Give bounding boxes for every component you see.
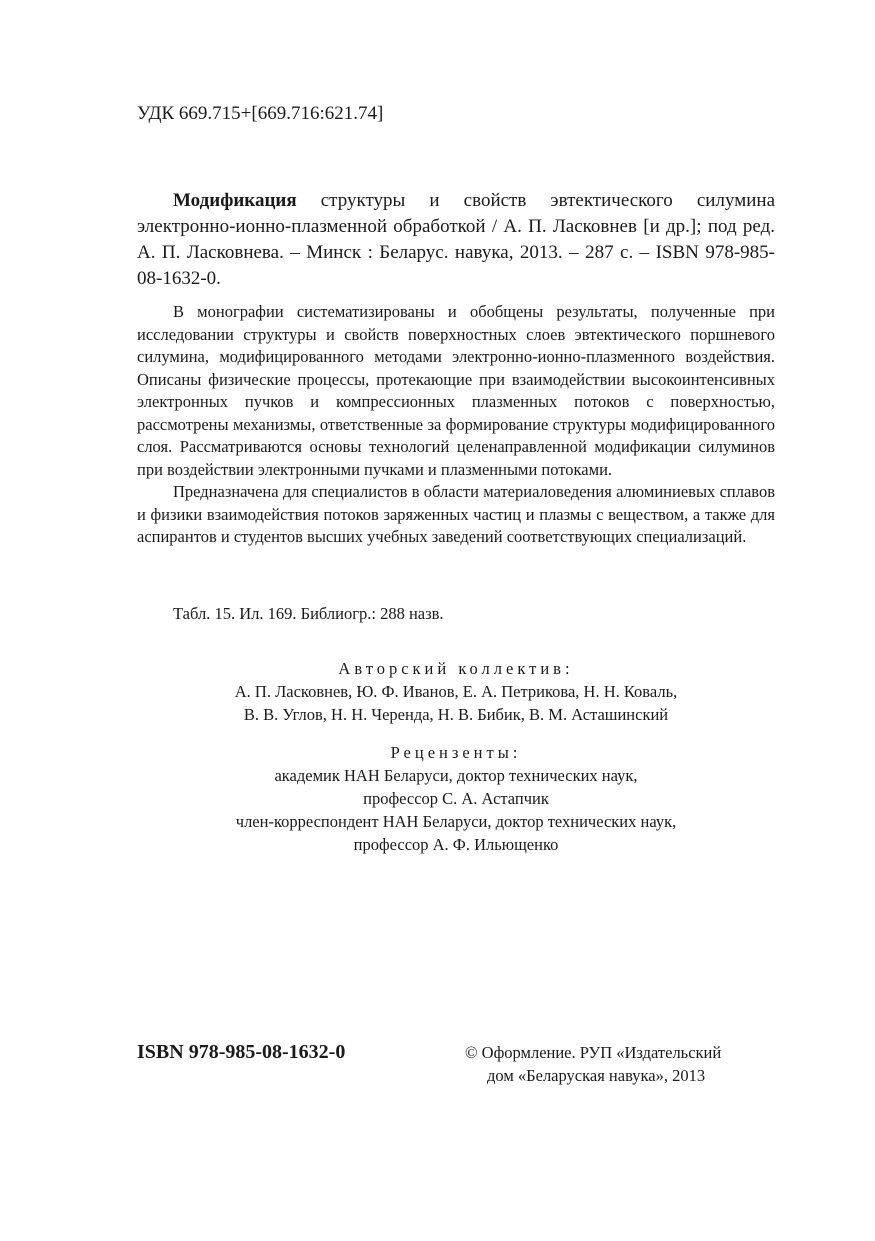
authors-line: А. П. Ласковнев, Ю. Ф. Иванов, Е. А. Петрикова, Н. Н. Коваль,	[234, 682, 678, 701]
abstract	[137, 301, 775, 549]
book-title: Модификация	[173, 190, 297, 211]
udk-code: УДК 669.715+[669.716:621.74]	[137, 103, 384, 124]
reviewers-block	[137, 741, 775, 856]
reviewers-heading: Рецензенты:	[390, 743, 522, 762]
abstract-paragraph: В монографии систематизированы и обобщены результаты, полученные при исследовании структуры и свойств поверхностных слоев эвтектического поршневого силумина, модифицированного методами электронно-ионно-плазменного воздействия. Описаны физические процессы, протекающие при взаимодействии высокоинтенсивных электронных пучков и компрессионных плазменных потоков с поверхностью, рассмотрены механизмы, ответственные за формирование структуры модифицированного слоя. Рассматриваются основы технологий целенаправленной модификации силуминов при воздействии электронными пучками и плазменными потоками.	[137, 302, 775, 479]
copyright-line: © Оформление. РУП «Издательский	[465, 1043, 722, 1062]
bibliographic-details: структуры и свойств эвтектического силумина электронно-ионно-плазменной обработкой / А. П. Ласковнев [и др.]; под ред. А. П. Ласковнева. – Минск : Беларус. навука, 2013. – 287 с. – ISBN 978-985-08-1632-0.	[137, 190, 775, 289]
reviewer-line: профессор А. Ф. Ильющенко	[353, 835, 559, 854]
reviewer-line: профессор С. А. Астапчик	[363, 789, 549, 808]
copyright-line: дом «Беларуская навука», 2013	[487, 1066, 706, 1085]
reviewer-line: член-корреспондент НАН Беларуси, доктор технических наук,	[235, 812, 677, 831]
authors-block	[137, 657, 775, 726]
bibliographic-record	[137, 188, 775, 292]
copyright	[465, 1041, 775, 1087]
authors-line: В. В. Углов, Н. Н. Черенда, Н. В. Бибик, В. М. Асташинский	[243, 705, 669, 724]
tables-illustrations-count: Табл. 15. Ил. 169. Библиогр.: 288 назв.	[173, 604, 444, 623]
isbn: ISBN 978-985-08-1632-0	[137, 1041, 346, 1063]
audience-paragraph: Предназначена для специалистов в области материаловедения алюминиевых сплавов и физики взаимодействия потоков заряженных частиц и плазмы с веществом, а также для аспирантов и студентов высших учебных заведений соответствующих специализаций.	[137, 482, 775, 546]
authors-heading: Авторский коллектив:	[338, 659, 574, 678]
reviewer-line: академик НАН Беларуси, доктор технических наук,	[274, 766, 638, 785]
